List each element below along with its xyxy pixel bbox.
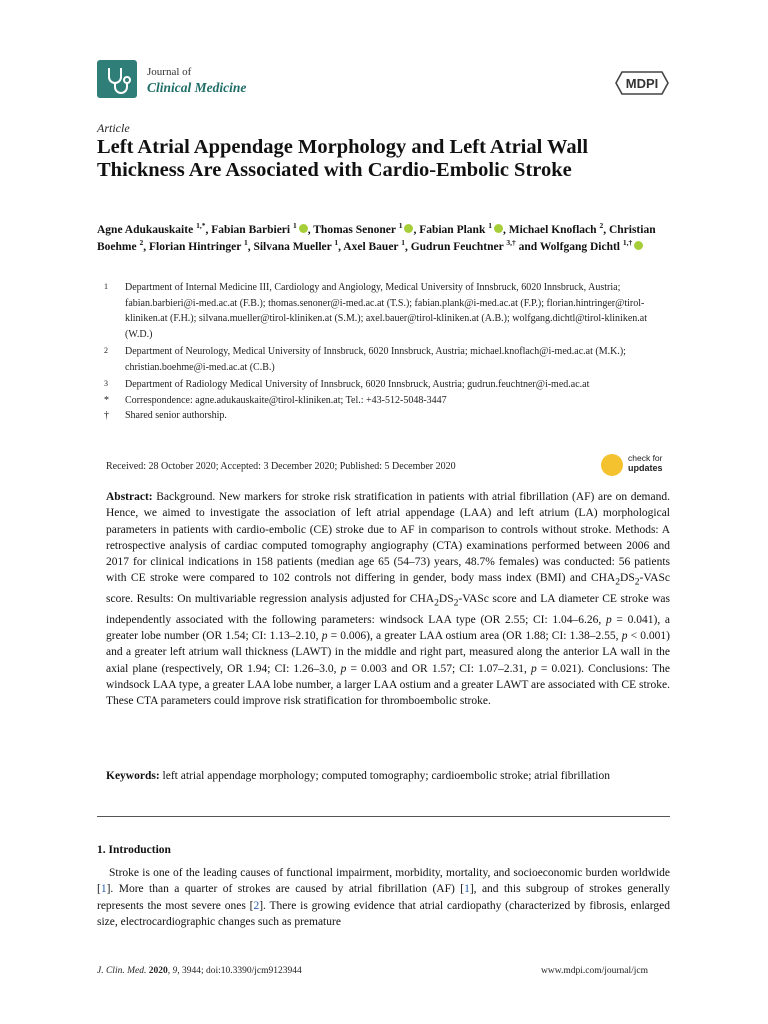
journal-of-label: Journal of [147,66,192,78]
author-name[interactable]: Michael Knoflach $^2$ [508,221,604,236]
abstract: Abstract: Background. New markers for stroke risk stratification in patients with atrial fibrillation (AF) are on demand. Hence, we aimed to investigate the association of left atrial appendage (LAA) and left atrium (LA) morphological parameters in patients with cardio-embolic (CE) stroke due to AF in comparison to controls without stroke. Methods: A retrospective analysis of cardiac computed tomography angiography (CTA) examinations performed between 2006 and 2017 for clinical indications in 158 patients (median age 65 (54–73) years, 48.7% females) was conducted: 56 patients with CE stroke were compared to 102 controls not differing in gender, body mass index (BMI) and $CHA_2DS_2$-VASc score. Results: On multivariable regression analysis adjusted for $CHA_2DS_2$-VASc score and LA diameter CE stroke was independently associated with the following parameters: windsock LAA type (OR 2.55; CI: 1.04–6.26, p = 0.041), a greater lobe number (OR 1.54; CI: 1.13–2.10, p = 0.006), a greater LAA ostium area (OR 1.88; CI: 1.38–2.55, p < 0.001) and a greater left atrium wall thickness (LAWT) in the middle and right part, measured along the anterior LA wall in the axial plane (respectively, OR 1.94; CI: 1.26–3.0, p = 0.003 and OR 1.57; CI: 1.07–2.31, p = 0.021). Conclusions: The windsock LAA type, a greater LAA lobe number, a larger LAA ostium and a greater LAWT are associated with CE stroke. These CTA parameters could improve risk stratification for thromboembolic stroke. [106,491,670,708]
affiliation-item: 1 Department of Internal Medicine III, Cardiology and Angiology, Medical University of Innsbruck, 6020 Innsbruck, Austria; fabian.barbieri@i-med.ac.at (F.B.); thomas.senoner@i-med.ac.at (T.S.); fabian.plank@i-med.ac.at (F.P.); florian.hintringer@tirol-kliniken.at (F.H.); silvana.mueller@tirol-kliniken.at (S.M.); axel.bauer@tirol-kliniken.at (A.B.); wolfgang.dichtl@tirol-kliniken.at (W.D.) [104,282,647,340]
author-name[interactable]: Thomas Senoner $^1$ [313,221,403,236]
footer-journal-url[interactable]: www.mdpi.com/journal/jcm [541,966,649,976]
author-list: Agne Adukauskaite $^{1,*}$, Fabian Barbieri $^1$ , Thomas Senoner $^1$ , Fabian Plank $^1$ , Michael Knoflach $^2$, Christian Boehme $^2$, Florian Hintringer $^1$, Silvana Mueller $^1$, Axel Bauer $^1$, Gudrun Feuchtner $^{3,\dagger}$ and Wolfgang Dichtl $^{1,\dagger}$ [97,221,656,253]
keywords: Keywords: left atrial appendage morphology; computed tomography; cardioembolic stroke; atrial fibrillation [106,770,610,782]
author-name[interactable]: Axel Bauer $^1$ [343,238,405,253]
introduction-paragraph: Stroke is one of the leading causes of functional impairment, morbidity, mortality, and socioeconomic burden worldwide [1]. More than a quarter of strokes are caused by atrial fibrillation (AF) [1], and this subgroup of strokes generally represents the most severe ones [2]. There is growing evidence that atrial cardiopathy (characterized by fibrosis, enlarged size, electrocardiographic changes such as premature [97,867,671,928]
orcid-icon[interactable] [494,224,503,233]
article-title: Left Atrial Appendage Morphology and Left Atrial Wall Thickness Are Associated with Cardio-Embolic Stroke [97,136,589,181]
affiliation-item: 2 Department of Neurology, Medical University of Innsbruck, 6020 Innsbruck, Austria; michael.knoflach@i-med.ac.at (M.K.); christian.boehme@i-med.ac.at (C.B.) [104,346,626,373]
footer-citation: J. Clin. Med. 2020, 9, 3944; doi:10.3390/jcm9123944 [97,966,302,976]
author-name[interactable]: Silvana Mueller $^1$ [253,238,339,253]
journal-logo [97,60,137,98]
affiliation-item: * Correspondence: agne.adukauskaite@tirol-kliniken.at; Tel.: +43-512-5048-3447 [104,394,447,406]
author-name[interactable]: Fabian Barbieri $^1$ [211,221,297,236]
orcid-icon[interactable] [404,224,413,233]
author-name[interactable]: Gudrun Feuchtner $^{3,\dagger}$ [410,238,516,253]
mdpi-logo [612,70,670,101]
keywords-label: Keywords: [106,770,160,782]
check-updates-line2: updates [628,463,663,473]
orcid-icon[interactable] [634,241,643,250]
author-name[interactable]: Wolfgang Dichtl $^{1,\dagger}$ [539,238,633,253]
author-name[interactable]: Florian Hintringer $^1$ [148,238,248,253]
citation-link[interactable]: 1 [100,883,107,896]
citation-link[interactable]: 2 [253,899,260,912]
section-divider [97,816,670,817]
check-for-updates-button[interactable] [601,452,675,476]
author-name[interactable]: Christian Boehme $^2$ [97,224,656,253]
author-name[interactable]: Fabian Plank $^1$ [419,221,492,236]
stethoscope-icon [97,60,137,98]
publisher-name: MDPI [625,76,659,91]
article-type: Article [97,121,130,135]
affiliation-list [104,280,664,424]
check-updates-icon [601,454,623,476]
journal-name: Clinical Medicine [147,80,247,95]
abstract-label: Abstract: [106,491,153,503]
affiliation-item: 3 Department of Radiology Medical University of Innsbruck, 6020 Innsbruck, Austria; gudrun.feuchtner@i-med.ac.at [104,379,590,390]
orcid-icon[interactable] [299,224,308,233]
section-heading-introduction: 1. Introduction [97,844,171,856]
publication-dates: Received: 28 October 2020; Accepted: 3 December 2020; Published: 5 December 2020 [106,461,456,472]
affiliation-item: † Shared senior authorship. [104,410,227,421]
check-updates-line1: check for [628,453,663,463]
author-name[interactable]: Agne Adukauskaite $^{1,*}$ [97,221,206,236]
citation-link[interactable]: 1 [464,883,470,896]
